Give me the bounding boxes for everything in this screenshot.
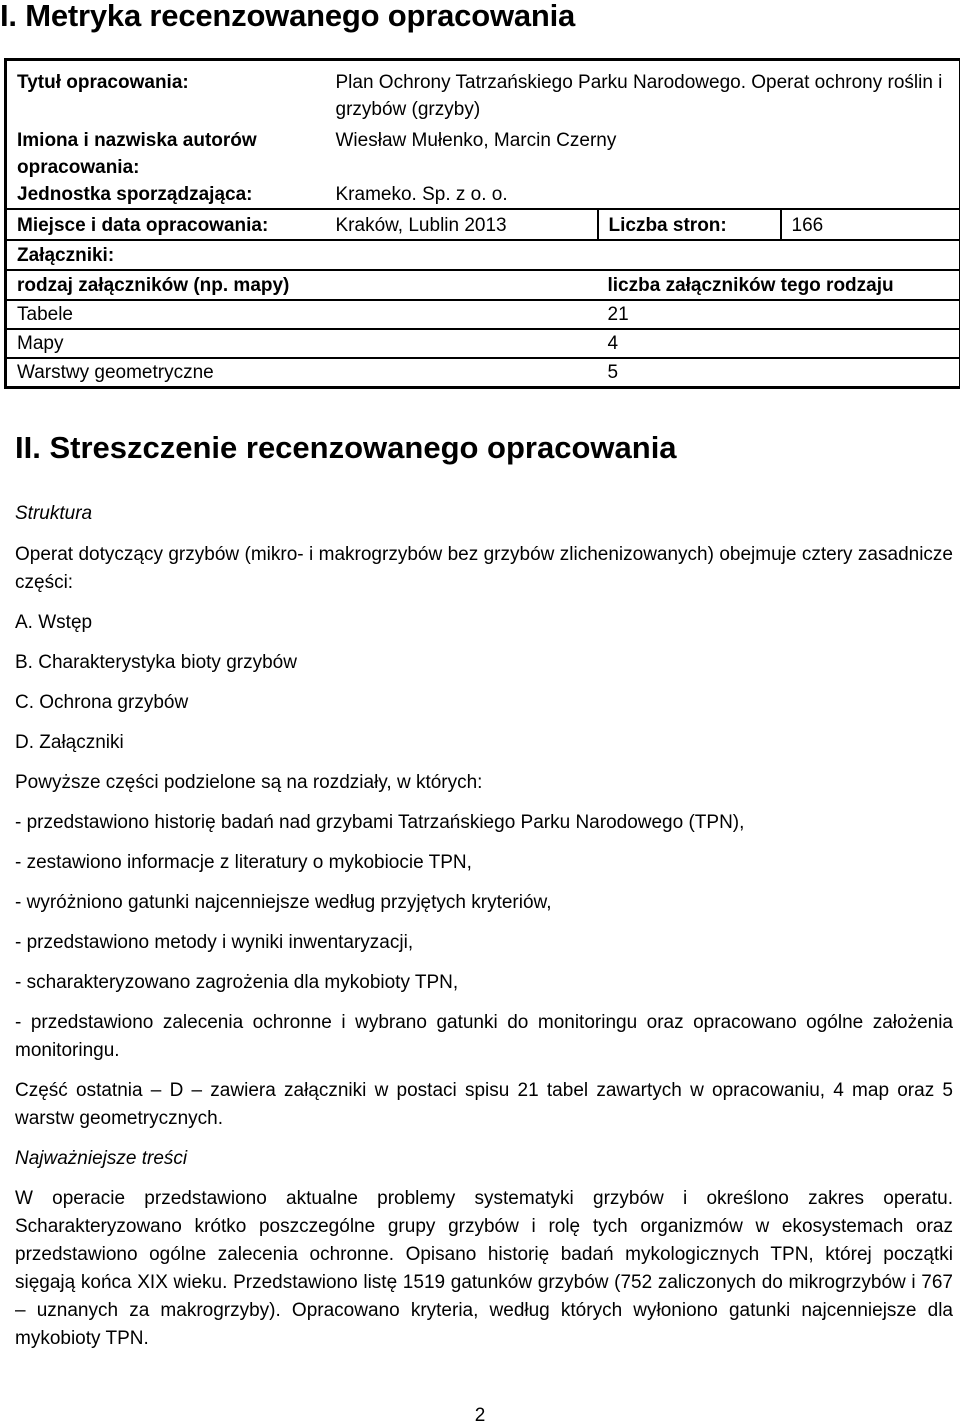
part-item: C. Ochrona grzybów bbox=[15, 692, 189, 713]
key-paragraph: W operacie przedstawiono aktualne problemy systematyki grzybów i określono zakres operatu. Scharakteryzowano krótko poszczególne grupy grzybów i rolę tych organizmów w ekosystemach oraz przedstawiono ogólne zalecenia ochronne. Opisano historię badań mykologicznych TPN, której początki sięgają końca XIX wieku. Przedstawiono listę 1519 gatunków grzybów (752 zaliczonych do mikrogrzybów i 767 – uznanych za makrogrzyby). Opracowano kryteria, według których wyłoniono gatunki najcenniejsze dla mykobioty TPN. bbox=[15, 1188, 953, 1349]
authors-label: Imiona i nazwiska autorów opracowania: bbox=[17, 130, 257, 178]
part-item: D. Załączniki bbox=[15, 732, 124, 753]
authors-value: Wiesław Mułenko, Marcin Czerny bbox=[335, 130, 617, 151]
intro-paragraph: Operat dotyczący grzybów (mikro- i makrogrzybów bez grzybów zlichenizowanych) obejmuje cztery zasadnicze części: bbox=[15, 544, 953, 593]
bullet-item: - przedstawiono metody i wyniki inwentaryzacji, bbox=[15, 932, 414, 953]
unit-label: Jednostka sporządzająca: bbox=[17, 184, 253, 205]
structure-heading: Struktura bbox=[15, 503, 93, 524]
row-attachments bbox=[6, 240, 960, 270]
attachment-count: 5 bbox=[598, 358, 960, 388]
row-place bbox=[6, 209, 960, 240]
pages-label: Liczba stron: bbox=[598, 209, 781, 240]
type-header: rodzaj załączników (np. mapy) bbox=[6, 270, 598, 300]
attachments-label: Załączniki: bbox=[6, 240, 960, 270]
key-heading: Najważniejsze treści bbox=[15, 1148, 188, 1169]
bullet-item: - scharakteryzowano zagrożenia dla mykobioty TPN, bbox=[15, 972, 459, 993]
section-1-title: I. Metryka recenzowanego opracowania bbox=[0, 0, 576, 33]
row-title bbox=[6, 60, 960, 124]
bullet-item: - przedstawiono zalecenia ochronne i wybrano gatunki do monitoringu oraz opracowano ogólne założenia monitoringu. bbox=[15, 1012, 953, 1061]
part-item: B. Charakterystyka bioty grzybów bbox=[15, 652, 297, 673]
bullet-item: - zestawiono informacje z literatury o mykobiocie TPN, bbox=[15, 852, 472, 873]
row-authors bbox=[6, 123, 960, 181]
attachment-row bbox=[6, 300, 960, 329]
section-2-title: II. Streszczenie recenzowanego opracowania bbox=[15, 430, 677, 465]
place-value: Kraków, Lublin 2013 bbox=[326, 209, 598, 240]
attachment-type: Mapy bbox=[6, 329, 598, 358]
place-label: Miejsce i data opracowania: bbox=[6, 209, 326, 240]
attachment-type: Tabele bbox=[6, 300, 598, 329]
row-attachments-header bbox=[6, 270, 960, 300]
bullet-item: - przedstawiono historię badań nad grzybami Tatrzańskiego Parku Narodowego (TPN), bbox=[15, 812, 745, 833]
count-header: liczba załączników tego rodzaju bbox=[598, 270, 960, 300]
metadata-table bbox=[4, 58, 960, 389]
bullet-item: - wyróżniono gatunki najcenniejsze według przyjętych kryteriów, bbox=[15, 892, 552, 913]
attachment-type: Warstwy geometryczne bbox=[6, 358, 598, 388]
attachment-count: 21 bbox=[598, 300, 960, 329]
last-part-paragraph: Część ostatnia – D – zawiera załączniki w postaci spisu 21 tabel zawartych w opracowaniu, 4 map oraz 5 warstw geometrycznych. bbox=[15, 1080, 953, 1129]
pages-value: 166 bbox=[781, 209, 960, 240]
attachment-row bbox=[6, 329, 960, 358]
title-value: Plan Ochrony Tatrzańskiego Parku Narodowego. Operat ochrony roślin i grzybów (grzyby) bbox=[335, 72, 943, 120]
attachment-row bbox=[6, 358, 960, 388]
summary-content bbox=[15, 500, 953, 1353]
row-unit bbox=[6, 181, 960, 209]
part-item: A. Wstęp bbox=[15, 612, 93, 633]
attachment-count: 4 bbox=[598, 329, 960, 358]
title-label: Tytuł opracowania: bbox=[17, 72, 189, 93]
chapters-intro: Powyższe części podzielone są na rozdziały, w których: bbox=[15, 772, 483, 793]
page-number: 2 bbox=[474, 1405, 486, 1426]
unit-value: Krameko. Sp. z o. o. bbox=[335, 184, 508, 205]
